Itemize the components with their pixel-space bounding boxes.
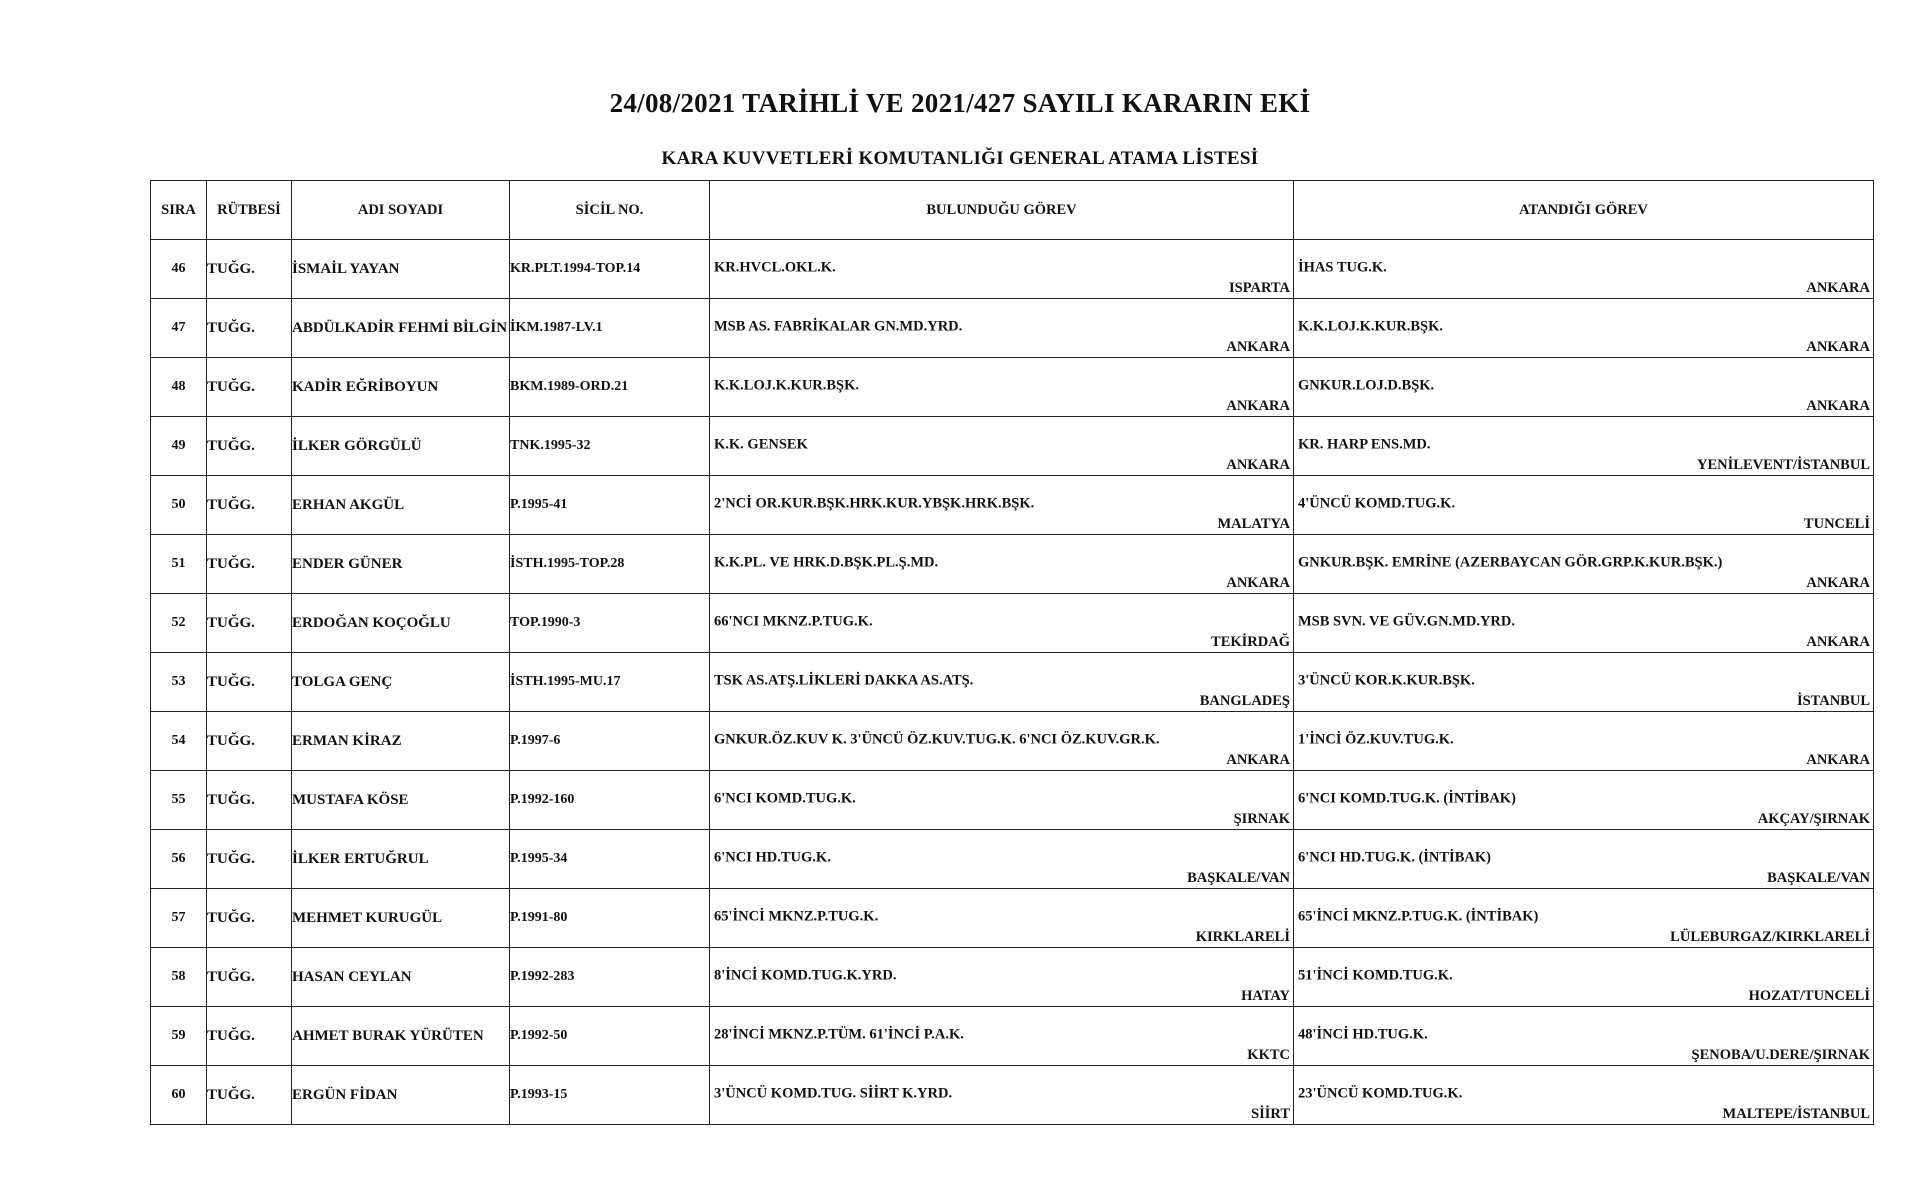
row-current-place: HATAY xyxy=(1241,988,1290,1004)
table-row xyxy=(151,1007,1874,1066)
row-current-cell xyxy=(710,1066,1294,1125)
row-assigned-cell xyxy=(1294,417,1874,476)
row-sicil: P.1995-34 xyxy=(510,830,710,889)
row-current-cell xyxy=(710,535,1294,594)
row-assigned-cell xyxy=(1294,358,1874,417)
row-name: MEHMET KURUGÜL xyxy=(292,889,510,948)
row-rutbe: TUĞG. xyxy=(207,535,292,594)
row-assigned-place: ANKARA xyxy=(1806,339,1870,355)
row-current-duty: TSK AS.ATŞ.LİKLERİ DAKKA AS.ATŞ. xyxy=(714,672,974,689)
row-sicil: TNK.1995-32 xyxy=(510,417,710,476)
row-current-duty: 65'İNCİ MKNZ.P.TUG.K. xyxy=(714,908,879,925)
row-assigned-place: ŞENOBA/U.DERE/ŞIRNAK xyxy=(1691,1047,1870,1063)
row-assigned-place: HOZAT/TUNCELİ xyxy=(1748,988,1870,1004)
document-subtitle: KARA KUVVETLERİ KOMUTANLIĞI GENERAL ATAMA LİSTESİ xyxy=(661,148,1259,169)
row-current-duty: 2'NCİ OR.KUR.BŞK.HRK.KUR.YBŞK.HRK.BŞK. xyxy=(714,495,1035,512)
row-sira: 53 xyxy=(151,653,207,712)
row-rutbe: TUĞG. xyxy=(207,299,292,358)
row-assigned-place: LÜLEBURGAZ/KIRKLARELİ xyxy=(1670,929,1870,945)
row-assigned-cell xyxy=(1294,594,1874,653)
row-sicil: İSTH.1995-TOP.28 xyxy=(510,535,710,594)
row-assigned-duty: 51'İNCİ KOMD.TUG.K. xyxy=(1298,967,1453,984)
row-current-duty: 3'ÜNCÜ KOMD.TUG. SİİRT K.YRD. xyxy=(714,1085,953,1102)
row-current-cell xyxy=(710,889,1294,948)
row-name: TOLGA GENÇ xyxy=(292,653,510,712)
row-rutbe: TUĞG. xyxy=(207,358,292,417)
table-row xyxy=(151,240,1874,299)
row-assigned-place: MALTEPE/İSTANBUL xyxy=(1722,1106,1870,1122)
row-sira: 47 xyxy=(151,299,207,358)
row-assigned-duty: 6'NCI KOMD.TUG.K. (İNTİBAK) xyxy=(1298,790,1516,807)
row-assigned-duty: 1'İNCİ ÖZ.KUV.TUG.K. xyxy=(1298,731,1454,748)
table-row xyxy=(151,358,1874,417)
row-current-cell xyxy=(710,948,1294,1007)
row-sicil: P.1991-80 xyxy=(510,889,710,948)
header-sicil: SİCİL NO. xyxy=(510,181,710,240)
row-sicil: BKM.1989-ORD.21 xyxy=(510,358,710,417)
row-name: ERGÜN FİDAN xyxy=(292,1066,510,1125)
row-assigned-cell xyxy=(1294,240,1874,299)
row-sira: 49 xyxy=(151,417,207,476)
row-name: MUSTAFA KÖSE xyxy=(292,771,510,830)
row-current-place: ANKARA xyxy=(1226,457,1290,473)
row-current-cell xyxy=(710,476,1294,535)
row-sicil: P.1997-6 xyxy=(510,712,710,771)
row-sicil: İSTH.1995-MU.17 xyxy=(510,653,710,712)
row-assigned-place: YENİLEVENT/İSTANBUL xyxy=(1697,457,1870,473)
row-sira: 46 xyxy=(151,240,207,299)
table-header-row xyxy=(151,181,1874,240)
row-name: ENDER GÜNER xyxy=(292,535,510,594)
row-current-place: ANKARA xyxy=(1226,339,1290,355)
row-current-duty: 6'NCI KOMD.TUG.K. xyxy=(714,790,856,807)
table-row xyxy=(151,889,1874,948)
row-sicil: P.1995-41 xyxy=(510,476,710,535)
row-assigned-place: ANKARA xyxy=(1806,752,1870,768)
assignment-table xyxy=(150,180,1874,1125)
row-assigned-cell xyxy=(1294,712,1874,771)
row-assigned-cell xyxy=(1294,653,1874,712)
row-name: ERDOĞAN KOÇOĞLU xyxy=(292,594,510,653)
row-rutbe: TUĞG. xyxy=(207,653,292,712)
row-rutbe: TUĞG. xyxy=(207,240,292,299)
row-current-cell xyxy=(710,358,1294,417)
row-rutbe: TUĞG. xyxy=(207,712,292,771)
table-row xyxy=(151,594,1874,653)
table-row xyxy=(151,653,1874,712)
row-assigned-duty: 3'ÜNCÜ KOR.K.KUR.BŞK. xyxy=(1298,672,1475,689)
row-current-cell xyxy=(710,594,1294,653)
row-assigned-duty: GNKUR.LOJ.D.BŞK. xyxy=(1298,377,1435,394)
row-assigned-duty: 6'NCI HD.TUG.K. (İNTİBAK) xyxy=(1298,849,1491,866)
row-sira: 55 xyxy=(151,771,207,830)
row-current-cell xyxy=(710,712,1294,771)
row-current-place: MALATYA xyxy=(1217,516,1290,532)
row-sicil: P.1992-160 xyxy=(510,771,710,830)
row-assigned-cell xyxy=(1294,948,1874,1007)
row-assigned-place: ANKARA xyxy=(1806,634,1870,650)
row-rutbe: TUĞG. xyxy=(207,417,292,476)
row-name: İLKER GÖRGÜLÜ xyxy=(292,417,510,476)
row-assigned-duty: K.K.LOJ.K.KUR.BŞK. xyxy=(1298,318,1444,335)
row-current-duty: 8'İNCİ KOMD.TUG.K.YRD. xyxy=(714,967,897,984)
row-sira: 60 xyxy=(151,1066,207,1125)
row-rutbe: TUĞG. xyxy=(207,1066,292,1125)
row-sira: 57 xyxy=(151,889,207,948)
table-row xyxy=(151,771,1874,830)
row-current-place: ANKARA xyxy=(1226,575,1290,591)
row-current-place: ISPARTA xyxy=(1229,280,1290,296)
row-rutbe: TUĞG. xyxy=(207,830,292,889)
row-assigned-place: TUNCELİ xyxy=(1803,516,1870,532)
row-assigned-place: ANKARA xyxy=(1806,575,1870,591)
row-name: İLKER ERTUĞRUL xyxy=(292,830,510,889)
row-assigned-cell xyxy=(1294,535,1874,594)
row-current-place: SİİRT xyxy=(1251,1106,1290,1122)
row-current-cell xyxy=(710,417,1294,476)
table-row xyxy=(151,948,1874,1007)
row-name: İSMAİL YAYAN xyxy=(292,240,510,299)
row-rutbe: TUĞG. xyxy=(207,476,292,535)
row-rutbe: TUĞG. xyxy=(207,889,292,948)
document-title: 24/08/2021 TARİHLİ VE 2021/427 SAYILI KARARIN EKİ xyxy=(609,88,1311,118)
row-sira: 58 xyxy=(151,948,207,1007)
table-row xyxy=(151,830,1874,889)
table-row xyxy=(151,712,1874,771)
row-assigned-cell xyxy=(1294,1066,1874,1125)
row-sira: 48 xyxy=(151,358,207,417)
row-assigned-place: ANKARA xyxy=(1806,280,1870,296)
row-sira: 59 xyxy=(151,1007,207,1066)
row-sicil: P.1993-15 xyxy=(510,1066,710,1125)
row-current-place: ŞIRNAK xyxy=(1233,811,1290,827)
row-assigned-place: AKÇAY/ŞIRNAK xyxy=(1757,811,1870,827)
row-current-place: BANGLADEŞ xyxy=(1199,693,1290,709)
row-assigned-place: İSTANBUL xyxy=(1796,693,1870,709)
row-assigned-cell xyxy=(1294,299,1874,358)
row-assigned-cell xyxy=(1294,830,1874,889)
row-current-place: KKTC xyxy=(1247,1047,1290,1063)
header-sira: SIRA xyxy=(151,181,207,240)
row-sira: 52 xyxy=(151,594,207,653)
row-assigned-cell xyxy=(1294,771,1874,830)
row-current-cell xyxy=(710,771,1294,830)
row-assigned-cell xyxy=(1294,889,1874,948)
row-assigned-duty: MSB SVN. VE GÜV.GN.MD.YRD. xyxy=(1298,613,1515,630)
row-sira: 56 xyxy=(151,830,207,889)
row-current-duty: 28'İNCİ MKNZ.P.TÜM. 61'İNCİ P.A.K. xyxy=(714,1026,964,1043)
row-name: KADİR EĞRİBOYUN xyxy=(292,358,510,417)
row-current-place: ANKARA xyxy=(1226,752,1290,768)
row-assigned-duty: 23'ÜNCÜ KOMD.TUG.K. xyxy=(1298,1085,1463,1102)
row-current-duty: K.K.LOJ.K.KUR.BŞK. xyxy=(714,377,860,394)
row-sira: 50 xyxy=(151,476,207,535)
row-current-place: BAŞKALE/VAN xyxy=(1187,870,1290,886)
row-name: AHMET BURAK YÜRÜTEN xyxy=(292,1007,510,1066)
row-current-cell xyxy=(710,1007,1294,1066)
row-sicil: TOP.1990-3 xyxy=(510,594,710,653)
header-rutbe: RÜTBESİ xyxy=(207,181,292,240)
table-row xyxy=(151,417,1874,476)
row-current-duty: GNKUR.ÖZ.KUV K. 3'ÜNCÜ ÖZ.KUV.TUG.K. 6'NCI ÖZ.KUV.GR.K. xyxy=(714,731,1160,748)
row-name: ABDÜLKADİR FEHMİ BİLGİN xyxy=(292,299,510,358)
header-assigned-duty: ATANDIĞI GÖREV xyxy=(1294,181,1874,240)
row-sicil: KR.PLT.1994-TOP.14 xyxy=(510,240,710,299)
header-current-duty: BULUNDUĞU GÖREV xyxy=(710,181,1294,240)
row-assigned-duty: KR. HARP ENS.MD. xyxy=(1298,436,1431,453)
row-current-duty: K.K. GENSEK xyxy=(714,436,808,453)
row-assigned-duty: 4'ÜNCÜ KOMD.TUG.K. xyxy=(1298,495,1456,512)
row-assigned-duty: GNKUR.BŞK. EMRİNE (AZERBAYCAN GÖR.GRP.K.KUR.BŞK.) xyxy=(1298,554,1723,571)
row-current-duty: MSB AS. FABRİKALAR GN.MD.YRD. xyxy=(714,318,963,335)
table-row xyxy=(151,535,1874,594)
row-name: ERHAN AKGÜL xyxy=(292,476,510,535)
row-current-duty: 6'NCI HD.TUG.K. xyxy=(714,849,831,866)
row-sira: 51 xyxy=(151,535,207,594)
row-assigned-cell xyxy=(1294,1007,1874,1066)
table-row xyxy=(151,476,1874,535)
row-current-duty: KR.HVCL.OKL.K. xyxy=(714,259,836,276)
table-body xyxy=(151,240,1874,1125)
row-sira: 54 xyxy=(151,712,207,771)
table-row xyxy=(151,299,1874,358)
row-assigned-place: BAŞKALE/VAN xyxy=(1767,870,1870,886)
row-sicil: P.1992-50 xyxy=(510,1007,710,1066)
row-rutbe: TUĞG. xyxy=(207,1007,292,1066)
row-current-place: ANKARA xyxy=(1226,398,1290,414)
row-assigned-duty: 48'İNCİ HD.TUG.K. xyxy=(1298,1026,1428,1043)
row-current-cell xyxy=(710,299,1294,358)
table-row xyxy=(151,1066,1874,1125)
row-sicil: İKM.1987-LV.1 xyxy=(510,299,710,358)
row-current-place: TEKİRDAĞ xyxy=(1211,634,1290,650)
row-rutbe: TUĞG. xyxy=(207,771,292,830)
row-current-duty: 66'NCI MKNZ.P.TUG.K. xyxy=(714,613,873,630)
row-sicil: P.1992-283 xyxy=(510,948,710,1007)
row-name: HASAN CEYLAN xyxy=(292,948,510,1007)
row-assigned-place: ANKARA xyxy=(1806,398,1870,414)
row-assigned-cell xyxy=(1294,476,1874,535)
header-name: ADI SOYADI xyxy=(292,181,510,240)
row-current-duty: K.K.PL. VE HRK.D.BŞK.PL.Ş.MD. xyxy=(714,554,939,571)
row-assigned-duty: İHAS TUG.K. xyxy=(1298,259,1387,276)
row-current-place: KIRKLARELİ xyxy=(1195,929,1290,945)
row-rutbe: TUĞG. xyxy=(207,948,292,1007)
row-name: ERMAN KİRAZ xyxy=(292,712,510,771)
row-rutbe: TUĞG. xyxy=(207,594,292,653)
row-current-cell xyxy=(710,240,1294,299)
row-assigned-duty: 65'İNCİ MKNZ.P.TUG.K. (İNTİBAK) xyxy=(1298,908,1539,925)
row-current-cell xyxy=(710,830,1294,889)
row-current-cell xyxy=(710,653,1294,712)
